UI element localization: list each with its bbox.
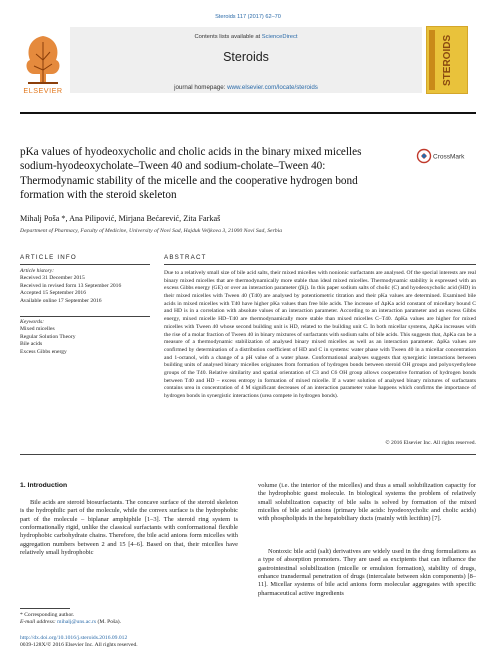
history-accepted: Accepted 15 September 2016 <box>20 290 87 297</box>
keywords-rule <box>20 316 150 317</box>
doi-link[interactable]: http://dx.doi.org/10.1016/j.steroids.2016.09.012 <box>20 635 128 641</box>
article-info-heading: ARTICLE INFO <box>20 254 77 261</box>
introduction-heading: 1. Introduction <box>20 482 68 489</box>
keyword-list <box>20 319 150 356</box>
elsevier-tree-icon <box>20 28 66 92</box>
corresponding-label: * Corresponding author. <box>20 612 75 618</box>
keyword-item: Mixed micelles <box>20 326 55 333</box>
sciencedirect-link[interactable]: ScienceDirect <box>261 34 298 40</box>
cover-title: STEROIDS <box>442 34 453 86</box>
crossmark-badge[interactable] <box>416 148 474 164</box>
issn-line: 0039-128X/© 2016 Elsevier Inc. All rights reserved. <box>20 642 138 649</box>
intro-right-paragraph-2: Nontoxic bile acid (salt) derivatives are widely used in the drug formulations as a type of absorption promoters. They are used as excipients that can influence the gastrointestinal solubilization (micelle or emulsion formation), stability of drugs, enhance transdermal penetration of drugs (intercalate between skin components) [8–11]. Micellar systems of bile acid anions form molecular aggregates with specific pharmaceutical active ingredients <box>258 548 476 597</box>
crossmark-label: CrossMark <box>433 153 465 161</box>
header-divider <box>20 112 476 114</box>
affiliation: Department of Pharmacy, Faculty of Medicine, University of Novi Sad, Hajduk Veljkova 3, 21000 Novi Sad, Serbia <box>20 228 283 234</box>
keyword-item: Excess Gibbs energy <box>20 348 67 355</box>
abstract-copyright: © 2016 Elsevier Inc. All rights reserved. <box>385 440 476 446</box>
email-suffix: (M. Poša). <box>96 619 121 626</box>
abstract-bottom-rule <box>20 454 476 455</box>
homepage-line <box>70 84 422 91</box>
abstract-heading: ABSTRACT <box>164 254 207 261</box>
publisher-name: ELSEVIER <box>23 86 63 95</box>
keywords-label: Keywords: <box>20 319 45 325</box>
keyword-item: Bile acids <box>20 341 43 348</box>
corresponding-author-note <box>20 612 238 626</box>
author-list: Mihalj Poša *, Ana Pilipović, Mirjana Bećarević, Zita Farkaš <box>20 214 221 223</box>
footnote-rule <box>20 608 70 609</box>
email-link[interactable]: mihalj@uns.ac.rs <box>57 619 97 626</box>
history-revised: Received in revised form 13 September 2016 <box>20 282 122 289</box>
contents-line <box>70 34 422 40</box>
history-online: Available online 17 September 2016 <box>20 297 102 304</box>
keyword-item: Regular Solution Theory <box>20 333 76 340</box>
history-received: Received 31 December 2015 <box>20 275 85 282</box>
email-line <box>20 619 238 626</box>
intro-left-paragraph: Bile acids are steroid biosurfactants. The concave surface of the steroid skeleton is the hydrophilic part of the molecule, while the convex surface is the hydrophobic part of the molecule – biplanar amphiphile [1–3]. The steroid ring system is conformationally rigid, unlike the classical surfactants with conformational flexible hydrophobic carbohydrate chains. Therefore, the bile acid anions form micelles with aggregation numbers between 2 and 15 [4–6]. Based on that, their micelles have relatively small hydrophobic <box>20 499 238 557</box>
contents-prefix: Contents lists available at <box>194 34 262 40</box>
homepage-link[interactable]: www.elsevier.com/locate/steroids <box>227 84 318 91</box>
cover-band <box>429 30 435 90</box>
intro-right-paragraph-1: volume (i.e. the interior of the micelles) and thus a small solubilization capacity for the hydrophobic guest molecule. In biological systems the problem of relatively small solubilization capacity of bile salts is solved by formation of the mixed micelles of bile acid anions (primary bile acids: hyodeoxycholic and cholic acids) with phospholipids in the hepatobiliary ducts (mainly with lecithin) [7]. <box>258 482 476 523</box>
abstract-text: Due to a relatively small size of bile acid salts, their mixed micelles with nonionic surfactants are analysed. Of the special interests are real binary mixed micelles that are thermodynamically more stable than ideal mixed micelles. Thermodynamic stability is expressed with an excess Gibbs energy (GE) or over an interaction parameter (βij). In this paper sodium salts of cholic (C) and hyodeoxycholic acid (HD) in their mixed micelles with Tween 40 (T40) are analysed by potentiometric titration and their pKa values are determined. Examined bile acids in mixed micelles with T40 have higher pKa values than free bile acids. The increase of ΔpKa acid constant of micellary bound C and HD is in a correlation with absolute values of an interaction parameter. According to an interaction parameter and an excess Gibbs energy, mixed micelle HD–T40 are thermodynamically more stable than mixed micelles C–T40. ΔpKa values are higher for mixed micelles with Tween 40 whose second building unit is HD, related to the building unit C. In both micellar systems, ΔpKa increases with the rise of a molar fraction of Tween 40 in binary mixtures of surfactants with sodium salts of bile acids. This suggests that, ΔpKa can be a measure of a thermodynamic stabilization of analysed binary mixed micelles as well as an interaction parameter. ΔpKa values are confirmed by determination of a distribution coefficient of HD and C in systems: water phase with Tween 40 in a micellar concentration and 1-octanol, with a change of a pH value of a water phase. Conformational analyses suggests that synergistic interactions between building units of analysed binary micelles originates from formation of hydrogen bonds between steroid OH groups and polyoxyethylene groups of the T40. Relative similarity and spatial orientation of C3 and C6 OH group allows cooperative formation of hydrogen bonds between T40 and HD – excess entropy in formation of mixed micelle. If a water solution of analysed binary mixtures of surfactants contains urea in concentration of 4 M significant decreases of an interaction parameter value happens which confirms the importance of hydrogen bonds in synergistic interactions (urea compete in hydrogen bonds). <box>164 270 476 399</box>
info-rule <box>20 264 150 265</box>
journal-reference[interactable]: Steroids 117 (2017) 62–70 <box>215 14 281 20</box>
history-label: Article history: <box>20 268 55 274</box>
doi-block <box>20 635 238 649</box>
article-history <box>20 268 150 305</box>
homepage-prefix: journal homepage: <box>174 84 228 91</box>
email-label: E-mail address: <box>20 619 58 626</box>
abstract-rule <box>164 264 476 265</box>
journal-name: Steroids <box>223 50 269 64</box>
article-title: pKa values of hyodeoxycholic and cholic acids in the binary mixed micelles sodium-hyodeoxycholate–Tween 40 and sodium-cholate–Tween 40: Thermodynamic stability of the micelle and the cooperative hydrogen bond formation with the steroid skeleton <box>20 146 362 201</box>
